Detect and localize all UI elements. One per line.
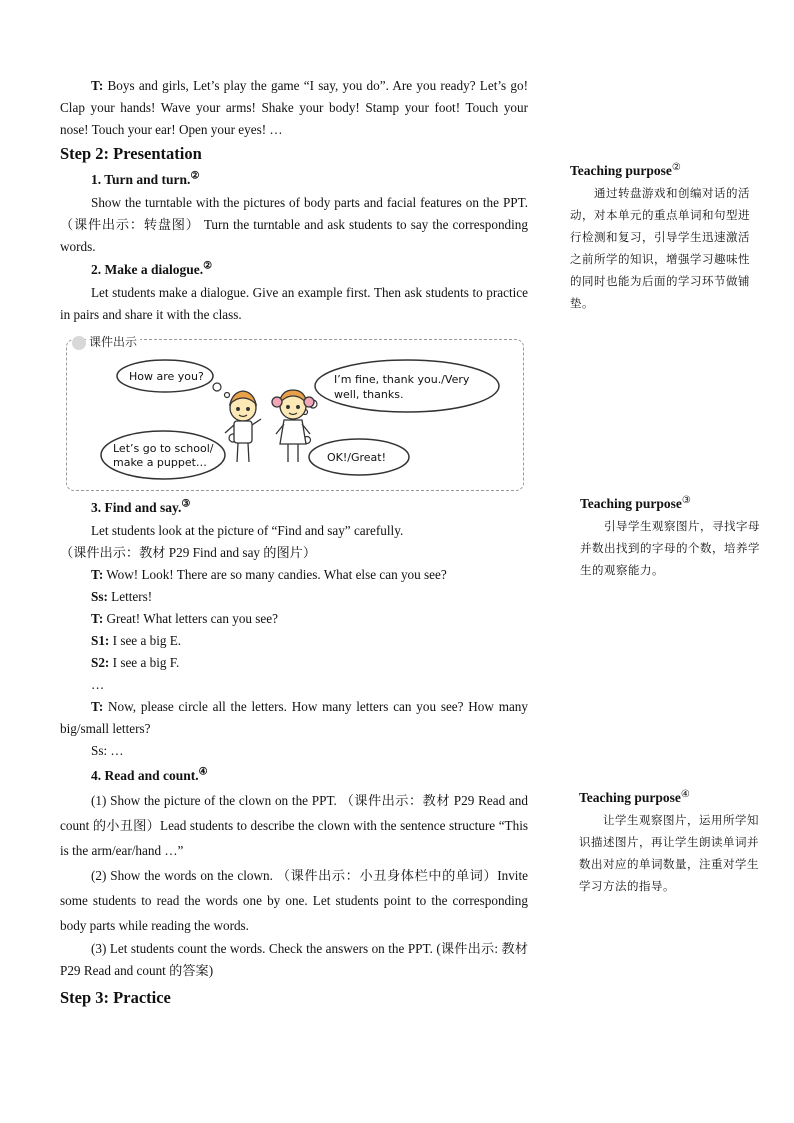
dialog-text: Wow! Look! There are so many candies. What else can you see?	[103, 567, 447, 582]
s2-title-text: 2. Make a dialogue.	[91, 262, 204, 277]
dialog-speaker: Ss:	[91, 589, 108, 604]
teaching-purpose-1	[570, 160, 750, 315]
dialog-line	[60, 586, 528, 608]
dialog-line	[60, 564, 528, 586]
tp2-title: Teaching purpose	[580, 496, 682, 511]
s3-title-text: 3. Find and say.	[91, 500, 182, 515]
teaching-purpose-2	[580, 493, 760, 582]
tp1-mark: ②	[671, 162, 681, 174]
picture-label: 课件出示	[86, 333, 140, 350]
tp3-heading	[579, 787, 759, 810]
step2-title: Step 2: Presentation	[60, 144, 202, 163]
s2-mark: ②	[203, 260, 213, 272]
girl-figure	[272, 390, 314, 462]
step3-title: Step 3: Practice	[60, 988, 171, 1007]
bubble-ok-great	[298, 431, 409, 475]
s3-title	[60, 496, 528, 520]
tp1-text: 通过转盘游戏和创编对话的活动，对本单元的重点单词和句型进行检测和复习，引导学生迅速激活之前所学的知识，增强学习趣味性的同时也能为后面的学习环节做铺垫。	[570, 188, 750, 310]
bubble2-text-b: well, thanks.	[334, 388, 404, 401]
bubble-how-are-you	[117, 360, 230, 398]
label-dot	[72, 336, 86, 350]
s3-mark: ③	[181, 498, 191, 510]
dialog-teacher	[60, 696, 528, 740]
s3-s4-section	[60, 496, 528, 1010]
dialog-text: Great! What letters can you see?	[103, 611, 278, 626]
bubble2-text-a: I’m fine, thank you./Very	[334, 373, 470, 386]
s1-mark: ②	[190, 170, 200, 182]
dialog-text: I see a big E.	[109, 633, 182, 648]
bubble4-text: OK!/Great!	[327, 451, 387, 464]
dialogue-picture	[66, 339, 524, 491]
dialog-line	[60, 608, 528, 630]
bubble1-text: How are you?	[129, 370, 204, 383]
dialog-ellipsis: …	[91, 677, 105, 692]
dialog-line	[60, 652, 528, 674]
tp3-mark: ④	[680, 789, 690, 801]
bubble-lets-go	[101, 428, 245, 480]
tp1-title: Teaching purpose	[570, 163, 672, 178]
s1-title-text: 1. Turn and turn.	[91, 172, 191, 187]
s4-title	[60, 764, 528, 788]
s4-p3: (3) Let students count the words. Check the answers on the PPT. (课件出示: 教材 P29 Read and count 的答案)	[60, 941, 528, 978]
dialog-text: Now, please circle all the letters. How many letters can you see? How many big/small letters?	[60, 699, 528, 736]
dialog-speaker: T:	[91, 611, 104, 626]
intro-section	[60, 75, 528, 141]
dialog-speaker: T:	[91, 699, 104, 714]
tp2-heading	[580, 493, 760, 516]
tp3-text: 让学生观察图片，运用所学知识描述图片，再让学生朗读单词并数出对应的单词数量，注重对学生学习方法的指导。	[579, 815, 759, 893]
s4-p1: (1) Show the picture of the clown on the PPT. （课件出示：教材 P29 Read and count 的小丑图）Lead students to describe the clown with the sentence structure “This is the arm/ear/hand …”	[60, 793, 528, 858]
dialog-line	[60, 630, 528, 652]
intro-text: Boys and girls, Let’s play the game “I say, you do”. Are you ready? Let’s go! Clap your hands! Wave your arms! Shake your body! Stamp your foot! Touch your nose! Touch your ear! Open your eyes! …	[60, 78, 528, 137]
s4-mark: ④	[198, 766, 208, 778]
tp2-mark: ③	[681, 495, 691, 507]
s2-title	[60, 258, 528, 282]
s2-text: Let students make a dialogue. Give an example first. Then ask students to practice in pairs and share it with the class.	[60, 285, 528, 322]
tp3-title: Teaching purpose	[579, 790, 681, 805]
s3-text1: Let students look at the picture of “Find and say” carefully.	[91, 523, 404, 538]
s4-p2: (2) Show the words on the clown. （课件出示：小丑身体栏中的单词）Invite some students to read the words one by one. Let students point to the corresponding body parts while reading the words.	[60, 868, 528, 933]
s1-text: Show the turntable with the pictures of body parts and facial features on the PPT. （课件出示：转盘图） Turn the turntable and ask students to say the corresponding words.	[60, 195, 528, 254]
tp2-text: 引导学生观察图片，寻找字母并数出找到的字母的个数，培养学生的观察能力。	[580, 521, 760, 577]
dialog-speaker: S2:	[91, 655, 110, 670]
dialog-speaker: S1:	[91, 633, 110, 648]
dialog-text: I see a big F.	[109, 655, 180, 670]
bubble-im-fine	[303, 360, 500, 415]
step2-section	[60, 142, 528, 326]
boy-figure	[225, 391, 261, 462]
speaker-label: T:	[91, 78, 104, 93]
bubble3-text-a: Let’s go to school/	[113, 442, 214, 455]
tp1-heading	[570, 160, 750, 183]
s4-title-text: 4. Read and count.	[91, 768, 199, 783]
teaching-purpose-3	[579, 787, 759, 898]
dialog-text: Letters!	[107, 589, 153, 604]
dialog-ss: Ss: …	[91, 743, 124, 758]
s3-text2: （课件出示：教材 P29 Find and say 的图片）	[60, 545, 317, 560]
dialogue-illustration	[67, 340, 523, 490]
intro-paragraph	[60, 75, 528, 141]
dialog-speaker: T:	[91, 567, 104, 582]
s1-title	[60, 168, 528, 192]
bubble3-text-b: make a puppet…	[113, 456, 207, 469]
